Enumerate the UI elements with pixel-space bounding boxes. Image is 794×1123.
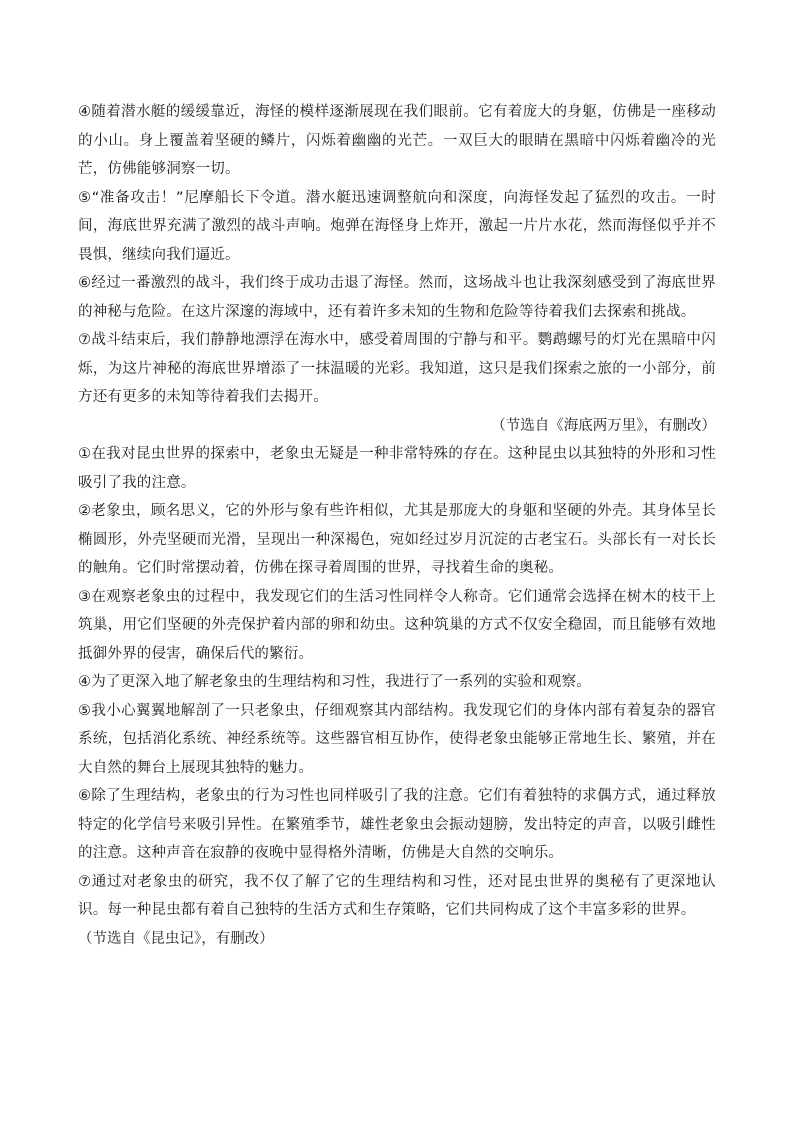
paragraph-4: ④随着潜水艇的缓缓靠近，海怪的模样逐渐展现在我们眼前。它有着庞大的身躯，仿佛是一座移动的小山。身上覆盖着坚硬的鳞片，闪烁着幽幽的光芒。一双巨大的眼睛在黑暗中闪烁着幽冷的光芒，仿佛能够洞察一切。 [78, 104, 716, 177]
passage-20000-leagues [78, 98, 716, 440]
paragraph-5: ⑤我小心翼翼地解剖了一只老象虫，仔细观察其内部结构。我发现它们的身体内部有着复杂的器官系统，包括消化系统、神经系统等。这些器官相互协作，使得老象虫能够正常地生长、繁殖，并在大自然的舞台上展现其独特的魅力。 [78, 702, 716, 776]
source-note: （节选自《昆虫记》，有删改） [78, 930, 274, 947]
paragraph-6: ⑥除了生理结构，老象虫的行为习性也同样吸引了我的注意。它们有着独特的求偶方式，通过释放特定的化学信号来吸引异性。在繁殖季节，雄性老象虫会振动翅膀，发出特定的声音，以吸引雌性的注意。这种声音在寂静的夜晚中显得格外清晰，仿佛是大自然的交响乐。 [78, 788, 716, 861]
paragraph-2: ②老象虫，顾名思义，它的外形与象有些许相似，尤其是那庞大的身躯和坚硬的外壳。其身体呈长椭圆形，外壳坚硬而光滑，呈现出一种深褐色，宛如经过岁月沉淀的古老宝石。头部长有一对长长的触角。它们时常摆动着，仿佛在探寻着周围的世界，寻找着生命的奥秘。 [78, 503, 716, 576]
paragraph-7: ⑦通过对老象虫的研究，我不仅了解了它的生理结构和习性，还对昆虫世界的奥秘有了更深地认识。每一种昆虫都有着自己独特的生活方式和生存策略，它们共同构成了这个丰富多彩的世界。 [78, 873, 716, 918]
paragraph-1: ①在我对昆虫世界的探索中，老象虫无疑是一种非常特殊的存在。这种昆虫以其独特的外形和习性吸引了我的注意。 [78, 446, 716, 491]
paragraph-6: ⑥经过一番激烈的战斗，我们终于成功击退了海怪。然而，这场战斗也让我深刻感受到了海底世界的神秘与危险。在这片深邃的海域中，还有着许多未知的生物和危险等待着我们去探索和挑战。 [78, 275, 716, 320]
paragraph-3: ③在观察老象虫的过程中，我发现它们的生活习性同样令人称奇。它们通常会选择在树木的枝干上筑巢，用它们坚硬的外壳保护着内部的卵和幼虫。这种筑巢的方式不仅安全稳固，而且能够有效地抵御外界的侵害，确保后代的繁衍。 [78, 588, 716, 662]
source-note: （节选自《海底两万里》，有删改） [491, 417, 716, 434]
paragraph-7: ⑦战斗结束后，我们静静地漂浮在海水中，感受着周围的宁静与和平。鹦鹉螺号的灯光在黑暗中闪烁，为这片神秘的海底世界增添了一抹温暖的光彩。我知道，这只是我们探索之旅的一小部分，前方还有更多的未知等待着我们去揭开。 [78, 332, 716, 405]
paragraph-5: ⑤“准备攻击！”尼摩船长下令道。潜水艇迅速调整航向和深度，向海怪发起了猛烈的攻击。一时间，海底世界充满了激烈的战斗声响。炮弹在海怪身上炸开，激起一片片水花，然而海怪似乎并不畏惧，继续向我们逼近。 [78, 189, 716, 263]
paragraph-4: ④为了更深入地了解老象虫的生理结构和习性，我进行了一系列的实验和观察。 [78, 674, 591, 690]
passage-insect-record [78, 440, 716, 953]
